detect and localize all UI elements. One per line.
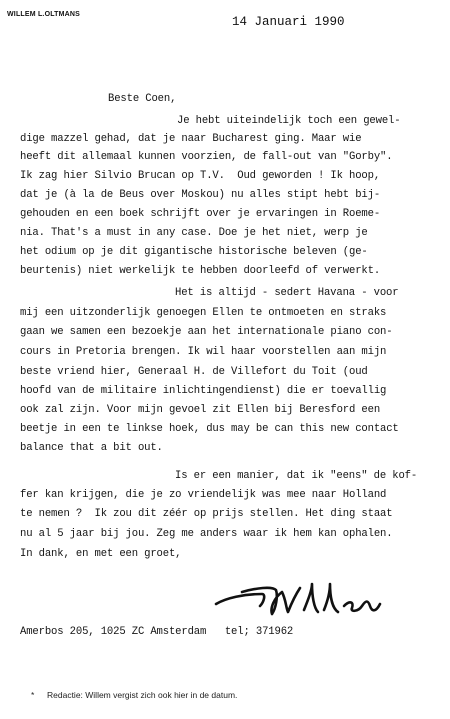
- letter-line: balance that a bit out.: [20, 442, 163, 454]
- footnote-text: Redactie: Willem vergist zich ook hier in de datum.: [47, 690, 238, 700]
- letter-line: fer kan krijgen, die je zo vriendelijk was mee naar Holland: [20, 489, 387, 501]
- letter-line: gaan we samen een bezoekje aan het internationale piano con-: [20, 326, 393, 338]
- letter-line: dat je (à la de Beus over Moskou) nu alles stipt hebt bij-: [20, 189, 381, 201]
- letter-line: hoofd van de militaire inlichtingendienst) die er toevallig: [20, 385, 387, 397]
- salutation: Beste Coen,: [108, 93, 177, 105]
- letter-line: nu al 5 jaar bij jou. Zeg me anders waar ik hem kan ophalen.: [20, 528, 393, 540]
- letter-date: 14 Januari 1990: [232, 15, 345, 29]
- letter-line: Ik zag hier Silvio Brucan op T.V. Oud geworden ! Ik hoop,: [20, 170, 381, 182]
- letter-line: heeft dit allemaal kunnen voorzien, de fall-out van "Gorby".: [20, 151, 393, 163]
- handwritten-signature: [212, 578, 392, 620]
- letter-line: nia. That's a must in any case. Doe je het niet, werp je: [20, 227, 368, 239]
- footnote: [31, 690, 237, 700]
- footnote-mark: *: [31, 690, 35, 700]
- letter-line: het odium op je dit gigantische historische beleven (ge-: [20, 246, 368, 258]
- letter-line: te nemen ? Ik zou dit zéér op prijs stellen. Het ding staat: [20, 508, 393, 520]
- sender-address: Amerbos 205, 1025 ZC Amsterdam tel; 371962: [20, 626, 294, 638]
- letter-line: beste vriend hier, Generaal H. de Villefort du Toit (oud: [20, 366, 368, 378]
- letter-line: Het is altijd - sedert Havana - voor: [175, 287, 399, 299]
- letterhead: WILLEM L.OLTMANS: [7, 11, 81, 18]
- letter-line: cours in Pretoria brengen. Ik wil haar voorstellen aan mijn: [20, 346, 387, 358]
- closing-line: In dank, en met een groet,: [20, 548, 182, 560]
- letter-line: ook zal zijn. Voor mijn gevoel zit Ellen bij Beresford een: [20, 404, 381, 416]
- letter-line: dige mazzel gehad, dat je naar Bucharest ging. Maar wie: [20, 133, 362, 145]
- letter-line: gehouden en een boek schrijft over je ervaringen in Roeme-: [20, 208, 381, 220]
- letter-line: Je hebt uiteindelijk toch een gewel-: [177, 115, 401, 127]
- letter-line: mij een uitzonderlijk genoegen Ellen te ontmoeten en straks: [20, 307, 387, 319]
- letter-line: beetje in een te linkse hoek, dus may be can this new contact: [20, 423, 399, 435]
- letter-line: Is er een manier, dat ik "eens" de kof-: [175, 470, 418, 482]
- letter-line: beurtenis) niet werkelijk te hebben doorleefd of verwerkt.: [20, 265, 381, 277]
